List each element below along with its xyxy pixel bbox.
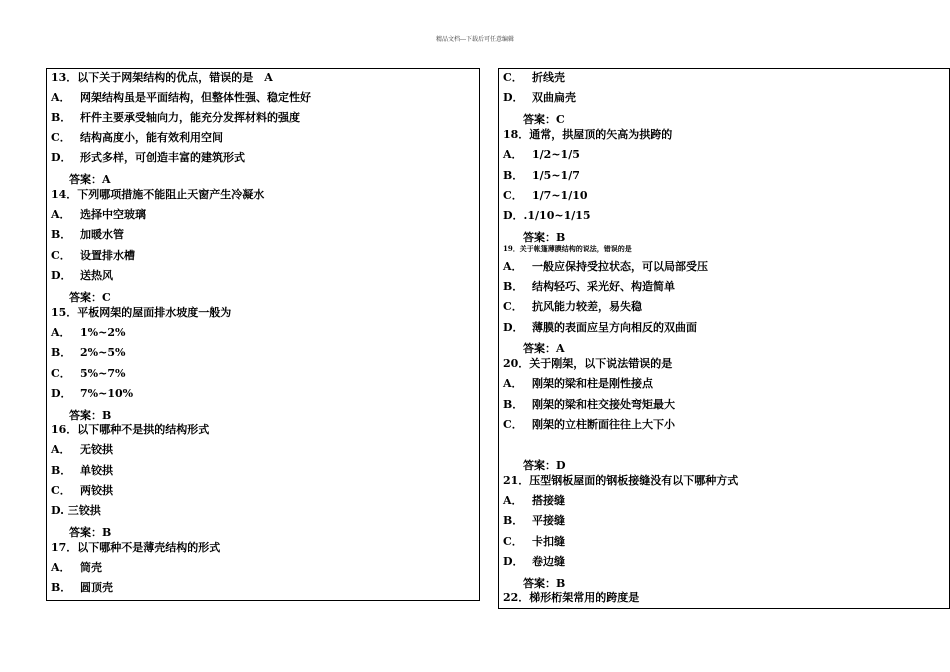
option-line: B． 1/5~1/7	[503, 169, 580, 182]
option-line: C． 结构高度小，能有效利用空间	[51, 131, 223, 144]
option-line: A． 筒壳	[51, 561, 102, 574]
question-21: 21．压型钢板屋面的钢板接缝没有以下哪种方式	[503, 474, 739, 487]
option-line: B． 单铰拱	[51, 464, 113, 477]
option-letter: A．	[51, 561, 71, 574]
question-16: 16．以下哪种不是拱的结构形式	[51, 423, 210, 436]
option-line: C． 折线壳	[503, 71, 565, 84]
option-letter: B．	[51, 111, 72, 124]
option-line: D． 双曲扁壳	[503, 91, 576, 104]
left-question-panel	[46, 68, 480, 601]
option-letter: A．	[503, 260, 523, 273]
option-line: B． 2%~5%	[51, 346, 126, 359]
option-line: C． 卡扣缝	[503, 535, 565, 548]
option-line: A． 刚架的梁和柱是刚性接点	[503, 377, 653, 390]
option-letter: C．	[503, 71, 523, 84]
option-letter: A．	[503, 148, 523, 161]
question-15: 15．平板网架的屋面排水坡度一般为	[51, 306, 232, 319]
page-header: 精品文档---下载后可任意编辑	[435, 36, 515, 43]
answer-line: 答案：C	[69, 291, 111, 304]
option-line: B． 结构轻巧、采光好、构造简单	[503, 280, 675, 293]
option-letter: D．	[51, 269, 72, 282]
option-letter: B．	[51, 346, 72, 359]
answer-line: 答案：C	[523, 113, 565, 126]
option-line: A． 1%~2%	[51, 326, 126, 339]
option-letter: B．	[51, 581, 72, 594]
question-20: 20．关于刚架，以下说法错误的是	[503, 357, 673, 370]
option-line: D． 薄膜的表面应呈方向相反的双曲面	[503, 321, 697, 334]
option-letter: C．	[503, 418, 523, 431]
question-13: 13．以下关于网架结构的优点，错误的是 A	[51, 71, 273, 84]
option-line: D. 三铰拱	[51, 504, 101, 517]
answer-line: 答案：B	[523, 231, 566, 244]
option-letter: C．	[503, 535, 523, 548]
option-letter: C．	[503, 189, 523, 202]
option-line: D． 7%~10%	[51, 387, 134, 400]
option-letter: D．	[503, 91, 524, 104]
option-letter: C．	[51, 367, 71, 380]
answer-line: 答案：B	[523, 577, 566, 590]
option-line: D． 送热风	[51, 269, 113, 282]
option-line: D． 形式多样，可创造丰富的建筑形式	[51, 151, 245, 164]
right-question-panel	[498, 68, 950, 609]
option-letter: A．	[51, 91, 71, 104]
option-line: C． 5%~7%	[51, 367, 126, 380]
option-letter: B．	[503, 398, 524, 411]
option-letter: D．	[51, 151, 72, 164]
option-line: A． 1/2~1/5	[503, 148, 580, 161]
option-line: B． 杆件主要承受轴向力，能充分发挥材料的强度	[51, 111, 300, 124]
answer-line: 答案：B	[69, 409, 112, 422]
option-line: B． 平接缝	[503, 514, 565, 527]
option-line: C． 1/7~1/10	[503, 189, 588, 202]
answer-line: 答案：B	[69, 526, 112, 539]
option-line: A． 网架结构虽是平面结构，但整体性强、稳定性好	[51, 91, 311, 104]
option-line: D． 卷边缝	[503, 555, 565, 568]
option-letter: B．	[503, 280, 524, 293]
option-line: C． 设置排水槽	[51, 249, 135, 262]
answer-line: 答案：A	[523, 342, 565, 355]
question-19: 19．关于帐篷薄膜结构的说法，错误的是	[503, 244, 632, 253]
option-letter: B．	[503, 169, 524, 182]
option-line: D．.1/10~1/15	[503, 209, 591, 222]
option-letter: D．	[503, 555, 524, 568]
option-line: A． 一般应保持受拉状态，可以局部受压	[503, 260, 708, 273]
option-line: C． 抗风能力较差，易失稳	[503, 300, 642, 313]
option-letter: C．	[503, 300, 523, 313]
option-letter: D．	[51, 387, 72, 400]
answer-line: 答案：A	[69, 173, 111, 186]
question-17: 17．以下哪种不是薄壳结构的形式	[51, 541, 221, 554]
option-letter: D．	[503, 321, 524, 334]
answer-line: 答案：D	[523, 459, 566, 472]
option-line: A． 搭接缝	[503, 494, 565, 507]
option-letter: A．	[503, 377, 523, 390]
option-letter: C．	[51, 484, 71, 497]
option-letter: A．	[51, 326, 71, 339]
option-letter: A．	[503, 494, 523, 507]
option-letter: B．	[51, 228, 72, 241]
option-line: C． 刚架的立柱断面往往上大下小	[503, 418, 675, 431]
option-letter: A．	[51, 443, 71, 456]
option-letter: C．	[51, 249, 71, 262]
question-18: 18．通常，拱屋顶的矢高为拱跨的	[503, 128, 673, 141]
option-line: C． 两铰拱	[51, 484, 113, 497]
option-letter: A．	[51, 208, 71, 221]
option-letter: C．	[51, 131, 71, 144]
question-22: 22．梯形桁架常用的跨度是	[503, 591, 640, 604]
question-14: 14．下列哪项措施不能阻止天窗产生冷凝水	[51, 188, 265, 201]
option-letter: B．	[51, 464, 72, 477]
option-line: B． 加暖水管	[51, 228, 124, 241]
option-letter: B．	[503, 514, 524, 527]
option-line: B． 刚架的梁和柱交接处弯矩最大	[503, 398, 675, 411]
option-line: A． 选择中空玻璃	[51, 208, 146, 221]
option-line: B． 圆顶壳	[51, 581, 113, 594]
option-line: A． 无铰拱	[51, 443, 113, 456]
